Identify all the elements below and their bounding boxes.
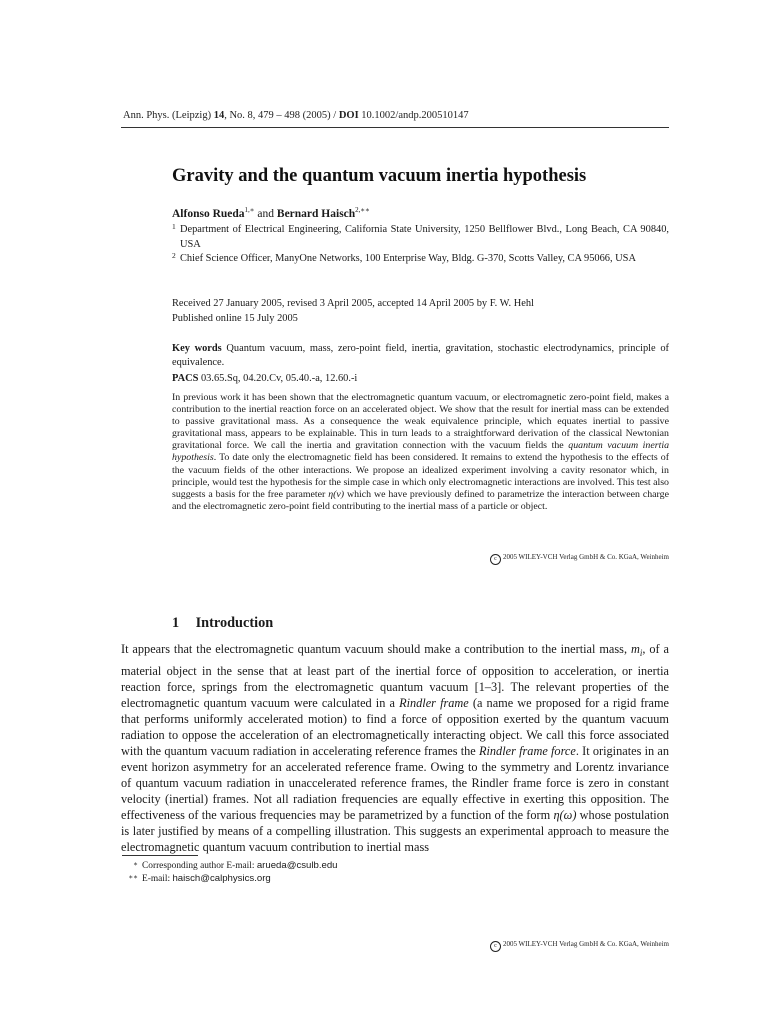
body-text: whose postulation is later justified by means of a compelling illustration. This suggests an experimental approach to measure the electromagnetic quantum vacuum contribution to inertial mass: [121, 807, 669, 855]
doi-label: DOI: [338, 110, 359, 121]
copyright-text: 2005 WILEY-VCH Verlag GmbH & Co. KGaA, Weinheim: [502, 940, 669, 948]
section-heading: [172, 615, 273, 632]
body-text: (a name we proposed for a rigid frame that performs uniformly accelerated motion) to find a force of opposition exerted by the quantum vacuum radiation to oppose the acceleration of an electromagnetically interacting object. We call this force associated with the quantum vacuum radiation in accelerating reference frames the: [121, 695, 670, 758]
copyright-notice: [490, 553, 669, 565]
affiliation-text: Department of Electrical Engineering, California State University, 1250 Bellflower Blvd., Long Beach, CA 90840, USA: [180, 224, 669, 250]
authors-joiner: and: [257, 208, 275, 220]
abstract-symbol: η(ν): [328, 488, 345, 500]
footnote-mark: ∗∗: [128, 873, 138, 881]
author-marks: 1,∗: [244, 206, 255, 214]
author-list: [172, 206, 669, 220]
abstract-emphasis: quantum vacuum inertia hypothesis: [172, 440, 670, 464]
section-number: 1: [172, 615, 180, 631]
author-name: Bernard Haisch: [276, 208, 356, 220]
math-subscript: i: [639, 648, 643, 659]
pacs-text: 03.65.Sq, 04.20.Cv, 05.40.-a, 12.60.-i: [200, 373, 358, 384]
author-name: Alfonso Rueda: [172, 208, 245, 220]
body-text: It appears that the electromagnetic quantum vacuum should make a contribution to the inertial mass,: [121, 642, 631, 656]
doi-value: 10.1002/andp.200510147: [361, 110, 469, 121]
affiliation-text: Chief Science Officer, ManyOne Networks, 100 Enterprise Way, Bldg. G-370, Scotts Valley, CA 95066, USA: [180, 253, 636, 264]
math-symbol: m: [630, 642, 640, 656]
affiliation-number: 1: [172, 222, 176, 231]
header-rule: [121, 127, 669, 128]
journal-citation: [123, 110, 669, 121]
footnote-email-link[interactable]: arueda@csulb.edu: [256, 860, 338, 871]
footnote-label: E-mail:: [142, 874, 171, 884]
footnote-mark: ∗: [133, 860, 138, 868]
received-dates: Received 27 January 2005, revised 3 April 2005, accepted 14 April 2005 by F. W. Hehl: [172, 298, 534, 309]
abstract-text: . To date only the electromagnetic field has been considered. It remains to extend the hypothesis to the effects of the vacuum fields of the other interactions. We propose an idealized experiment involving a cavity resonator which, in principle, would test the hypothesis for the simple case in which only electromagnetic interactions are involved. This test also suggests a basis for the free parameter: [172, 452, 669, 500]
journal-issue-pages: , No. 8, 479 – 498 (2005) /: [224, 110, 337, 121]
keywords: [172, 342, 669, 370]
abstract-text: In previous work it has been shown that the electromagnetic quantum vacuum, or electromagnetic zero-point field, makes a contribution to the inertial reaction force on an accelerated object. We show that the result for inertial mass can be extended to passive gravitational mass. As a consequence the weak equivalence principle, which equates inertial to passive gravitational mass, appears to be explainable. This in turn leads to a straightforward derivation of the classical Newtonian gravitational force. We call the inertia and gravitation connection with the vacuum fields the: [172, 392, 669, 452]
body-emphasis: Rindler frame: [399, 695, 469, 710]
journal-name: Ann. Phys. (Leipzig): [123, 110, 212, 121]
footnote: [122, 871, 670, 886]
affiliation: [172, 222, 669, 252]
math-symbol: η(ω): [553, 807, 577, 822]
affiliation-number: 2: [172, 251, 176, 260]
body-text: . It originates in an event horizon asymmetry for an accelerated reference frame. Owing to the symmetry and Lorentz invariance of quantum vacuum radiation in unaccelerated reference frames, the Rindler frame force is zero in constant velocity (inertial) frames. Not all radiation frequencies are equally effective in exerting this opposition. The effectiveness of the various frequencies may be parametrized by a function of the form: [121, 743, 669, 822]
copyright-icon: c: [490, 941, 501, 952]
abstract-text: which we have previously defined to parametrize the interaction between charge and the electromagnetic zero-point field contributing to the inertial mass of a particle or object.: [172, 488, 669, 512]
body-text: , of a material object in the sense that at least part of the inertial force of opposition to acceleration, or inertia reaction force, springs from the electromagnetic quantum vacuum [1–3]. The relevant properties of the electromagnetic quantum vacuum were calculated in a: [121, 642, 669, 710]
copyright-notice-footer: [490, 940, 669, 952]
keywords-label: Key words: [172, 343, 222, 354]
publication-history: [172, 296, 669, 326]
author-marks: 2,∗∗: [355, 206, 370, 214]
introduction-paragraph: [121, 641, 669, 855]
footnote-label: Corresponding author E-mail:: [142, 861, 255, 871]
paper-title: Gravity and the quantum vacuum inertia hypothesis: [172, 166, 587, 186]
pacs-codes: [172, 373, 669, 384]
body-emphasis: Rindler frame force: [478, 743, 576, 758]
copyright-text: 2005 WILEY-VCH Verlag GmbH & Co. KGaA, Weinheim: [502, 553, 669, 561]
published-date: Published online 15 July 2005: [172, 313, 298, 324]
pacs-label: PACS: [172, 373, 199, 384]
affiliation: [172, 251, 669, 266]
footnote-email-link[interactable]: haisch@calphysics.org: [172, 873, 271, 884]
copyright-icon: c: [490, 554, 501, 565]
keywords-text: Quantum vacuum, mass, zero-point field, inertia, gravitation, stochastic electrodynamics, principle of equivalence.: [172, 343, 669, 368]
journal-volume: 14: [213, 110, 225, 121]
abstract: [172, 392, 669, 513]
section-title: Introduction: [195, 615, 274, 631]
footnote-rule: [122, 855, 198, 856]
